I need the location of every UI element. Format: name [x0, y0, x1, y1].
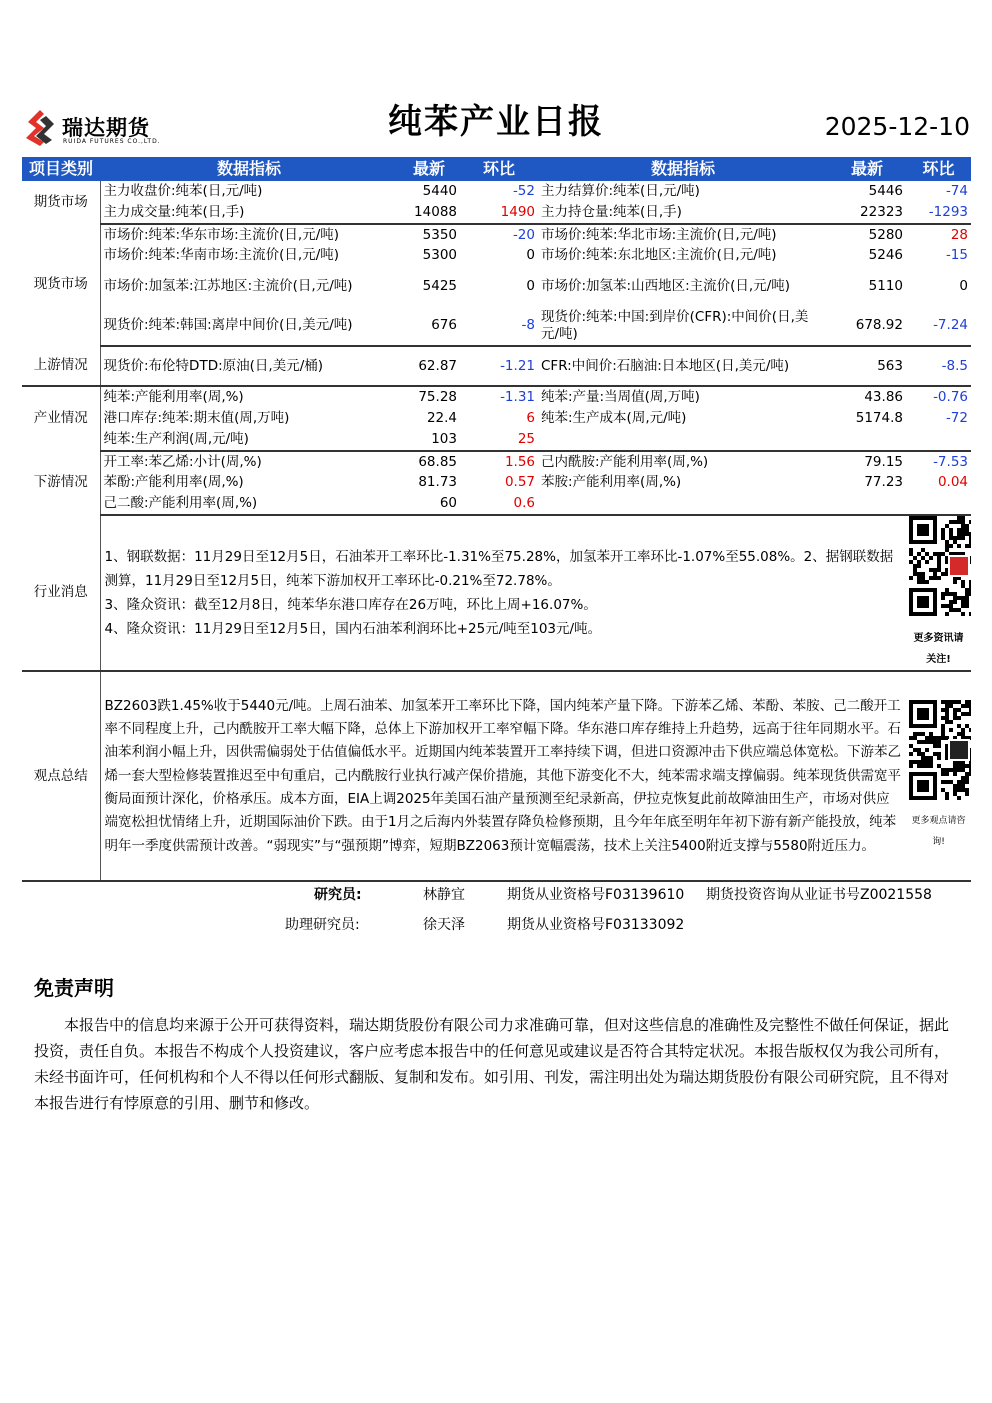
- indicator-change: -7.53: [933, 453, 968, 470]
- news-line: 4、隆众资讯：11月29日至12月5日，国内石油苯利润环比+25元/吨至103元/吨。: [104, 621, 602, 638]
- report-header: [0, 0, 992, 155]
- indicator-name: 纯苯:生产成本(周,元/吨): [541, 409, 687, 426]
- table-row: [22, 202, 971, 224]
- indicator-change: 0.04: [937, 474, 968, 491]
- indicator-name: 纯苯:产能利用率(周,%): [103, 389, 244, 406]
- indicator-name: 己二酸:产能利用率(周,%): [100, 493, 398, 515]
- indicator-name: 现货价:纯苯:中国:到岸价(CFR):中间价(日,美元/吨): [538, 306, 828, 346]
- table-row: [22, 493, 971, 515]
- indicator-value: 678.92: [828, 306, 906, 346]
- logo-subtitle: RUIDA FUTURES CO.,LTD.: [63, 138, 161, 145]
- indicator-name: 主力结算价:纯苯(日,元/吨): [541, 183, 700, 199]
- report-date: 2025-12-10: [824, 112, 970, 141]
- indicator-value: 676: [398, 306, 460, 346]
- column-header: 数据指标: [538, 157, 828, 181]
- indicator-change: -1293: [906, 202, 971, 224]
- column-header: 数据指标: [100, 157, 398, 181]
- indicator-name: 纯苯:产量:当周值(周,万吨): [541, 389, 700, 406]
- indicator-value: 68.85: [418, 453, 457, 470]
- indicator-value: 5300: [422, 247, 457, 264]
- indicator-name: 主力成交量:纯苯(日,手): [100, 202, 398, 224]
- logo-text: 瑞达期货: [62, 116, 150, 140]
- indicator-value: 5174.8: [855, 409, 903, 426]
- qr-code-box: [906, 515, 971, 671]
- researcher-cert-1: 期货从业资格号F03139610: [507, 887, 685, 903]
- qr-caption: 更多资讯请关注!: [913, 632, 964, 665]
- category-label: 产业情况: [22, 386, 100, 450]
- indicator-value: 5446: [868, 183, 903, 199]
- indicator-change: 0: [526, 277, 535, 294]
- indicator-name: 市场价:纯苯:华东市场:主流价(日,元/吨): [103, 226, 340, 243]
- indicator-name: 市场价:纯苯:华北市场:主流价(日,元/吨): [541, 226, 777, 243]
- indicator-change: -8.5: [906, 346, 971, 386]
- indicator-change: 0.6: [460, 493, 538, 515]
- indicator-name: 市场价:纯苯:华南市场:主流价(日,元/吨): [103, 247, 340, 264]
- indicator-name: 市场价:加氢苯:江苏地区:主流价(日,元/吨): [103, 277, 353, 294]
- researcher-label: 研究员:: [314, 887, 362, 903]
- indicator-value: 62.87: [398, 346, 460, 386]
- indicator-change: 1490: [460, 202, 538, 224]
- indicator-name: 现货价:纯苯:韩国:离岸中间价(日,美元/吨): [100, 306, 398, 346]
- indicator-name: 市场价:加氢苯:山西地区:主流价(日,元/吨): [541, 277, 791, 294]
- indicator-change: -7.24: [906, 306, 971, 346]
- column-header: 环比: [906, 157, 971, 181]
- indicator-change: -74: [945, 183, 968, 199]
- researcher-cert-2: 期货投资咨询从业证书号Z0021558: [706, 887, 932, 903]
- indicator-value: 5350: [422, 226, 457, 243]
- table-row: [22, 346, 971, 386]
- indicator-value: 5280: [868, 226, 903, 243]
- view-summary-content: BZ2603跌1.45%收于5440元/吨。上周石油苯、加氢苯开工率环比下降，国内纯苯产量下降。下游苯乙烯、苯酚、苯胺、己二酸开工率不同程度上升，己内酰胺开工率大幅下降，总体上下游加权开工率窄幅下降。华东港口库存维持上升趋势，远高于往年同期水平。石油苯利润小幅上升，因供需偏弱处于估值偏低水平。近期国内纯苯装置开工率持续下调，但进口资源冲击下供应端总体宽松。下游苯乙烯一套大型检修装置推迟至中旬重启，己内酰胺行业执行减产保价措施，其他下游变化不大，纯苯需求端支撑偏弱。纯苯现货供需宽平衡局面预计深化，价格承压。成本方面，EIA上调2025年美国石油产量预测至纪录新高，伊拉克恢复此前故障油田生产，市场对供应端宽松担忧情绪上升，近期国际油价下跌。由于1月之后海内外装置存降负检修预期，且今年年底至明年年初下游有新产能投放，纯苯明年一季度供需预计改善。“弱现实”与“强预期”博弈，短期BZ2063预计宽幅震荡，技术上关注5400附近支撑与5580附近压力。: [100, 671, 906, 881]
- page-title: 纯苯产业日报: [388, 102, 604, 142]
- indicator-value: 563: [828, 346, 906, 386]
- qr-code-box: [906, 671, 971, 881]
- indicator-name: 己内酰胺:产能利用率(周,%): [541, 453, 709, 470]
- category-label: 下游情况: [22, 451, 100, 515]
- indicator-value: 103: [398, 429, 460, 451]
- qr-caption: 更多观点请咨询!: [911, 815, 966, 847]
- indicator-change: -1.31: [500, 389, 535, 406]
- indicator-value: 5110: [868, 277, 903, 294]
- indicator-value: [828, 493, 906, 515]
- assistant-cert: 期货从业资格号F03133092: [507, 917, 685, 933]
- table-row: [22, 181, 971, 202]
- indicator-change: -15: [945, 247, 968, 264]
- indicator-value: 81.73: [418, 474, 457, 491]
- indicator-change: -72: [945, 409, 968, 426]
- table-row: [22, 408, 971, 429]
- news-line: 3、隆众资讯：截至12月8日，纯苯华东港口库存在26万吨，环比上周+16.07%。: [104, 597, 597, 614]
- disclaimer-title: 免责声明: [34, 976, 114, 1000]
- category-label: 期货市场: [22, 181, 100, 224]
- column-header: 项目类别: [22, 157, 100, 181]
- indicator-change: 6: [526, 409, 535, 426]
- table-row: [22, 266, 971, 306]
- table-row: [22, 245, 971, 266]
- view-summary-row: [22, 671, 971, 881]
- indicator-name: 主力持仓量:纯苯(日,手): [538, 202, 828, 224]
- indicator-change: -20: [512, 226, 535, 243]
- indicator-name: 开工率:苯乙烯:小计(周,%): [103, 453, 262, 470]
- indicator-value: 5425: [422, 277, 457, 294]
- assistant-label: 助理研究员:: [285, 917, 360, 933]
- indicator-change: 28: [950, 226, 968, 243]
- indicator-value: [828, 429, 906, 451]
- indicator-value: 22323: [828, 202, 906, 224]
- data-table: [22, 157, 971, 882]
- indicator-name: 苯酚:产能利用率(周,%): [103, 474, 244, 491]
- assistant-name: 徐天泽: [423, 917, 465, 933]
- table-row: [22, 224, 971, 246]
- indicator-value: 77.23: [864, 474, 903, 491]
- table-header-row: [22, 157, 971, 181]
- indicator-name: [538, 493, 828, 515]
- indicator-change: -0.76: [933, 389, 968, 406]
- news-line: 1、钢联数据：11月29日至12月5日，石油苯开工率环比-1.31%至75.28%，加氢苯开工率环比-1.07%至55.08%。2、据钢联数据测算，11月29日至12月5日，纯苯下游加权开工率环比-0.21%至72.78%。: [104, 549, 894, 590]
- indicator-value: 60: [398, 493, 460, 515]
- category-label: 现货市场: [22, 224, 100, 347]
- indicator-change: 25: [460, 429, 538, 451]
- indicator-change: -52: [512, 183, 535, 199]
- category-label: 上游情况: [22, 346, 100, 386]
- indicator-value: 14088: [398, 202, 460, 224]
- indicator-change: -8: [460, 306, 538, 346]
- indicator-name: 港口库存:纯苯:期末值(周,万吨): [103, 409, 290, 426]
- researcher-name: 林静宜: [423, 887, 465, 903]
- indicator-name: 苯胺:产能利用率(周,%): [541, 474, 682, 491]
- indicator-change: -1.21: [460, 346, 538, 386]
- disclaimer-body: 本报告中的信息均来源于公开可获得资料，瑞达期货股份有限公司力求准确可靠，但对这些信息的准确性及完整性不做任何保证，据此投资，责任自负。本报告不构成个人投资建议，客户应考虑本报告中的任何意见或建议是否符合其特定状况。本报告版权仅为我公司所有，未经书面许可，任何机构和个人不得以任何形式翻版、复制和发布。如引用、刊发，需注明出处为瑞达期货股份有限公司研究院，且不得对本报告进行有悖原意的引用、删节和修改。: [34, 1016, 950, 1112]
- indicator-change: 0.57: [504, 474, 535, 491]
- indicator-change: 1.56: [504, 453, 535, 470]
- indicator-value: 5440: [422, 183, 457, 199]
- indicator-value: 75.28: [418, 389, 457, 406]
- category-label: 观点总结: [22, 671, 100, 881]
- table-row: [22, 451, 971, 473]
- column-header: 最新: [398, 157, 460, 181]
- table-row: [22, 306, 971, 346]
- wechat-qr-code-icon: [909, 700, 971, 800]
- indicator-name: 市场价:纯苯:东北地区:主流价(日,元/吨): [541, 247, 777, 264]
- indicator-name: CFR:中间价:石脑油:日本地区(日,美元/吨): [538, 346, 828, 386]
- indicator-change: [906, 429, 971, 451]
- table-row: [22, 386, 971, 408]
- indicator-name: 主力收盘价:纯苯(日,元/吨): [103, 183, 263, 199]
- column-header: 最新: [828, 157, 906, 181]
- indicator-name: 现货价:布伦特DTD:原油(日,美元/桶): [100, 346, 398, 386]
- indicator-name: 纯苯:生产利润(周,元/吨): [100, 429, 398, 451]
- industry-news-row: [22, 515, 971, 671]
- indicator-change: [906, 493, 971, 515]
- column-header: 环比: [460, 157, 538, 181]
- indicator-value: 79.15: [864, 453, 903, 470]
- indicator-value: 22.4: [426, 409, 457, 426]
- indicator-value: 43.86: [864, 389, 903, 406]
- table-row: [22, 429, 971, 451]
- indicator-change: 0: [959, 277, 968, 294]
- indicator-change: 0: [526, 247, 535, 264]
- industry-news-content: [100, 515, 906, 671]
- qr-code-icon: [909, 516, 971, 616]
- category-label: 行业消息: [22, 515, 100, 671]
- indicator-name: [538, 429, 828, 451]
- table-row: [22, 472, 971, 493]
- indicator-value: 5246: [868, 247, 903, 264]
